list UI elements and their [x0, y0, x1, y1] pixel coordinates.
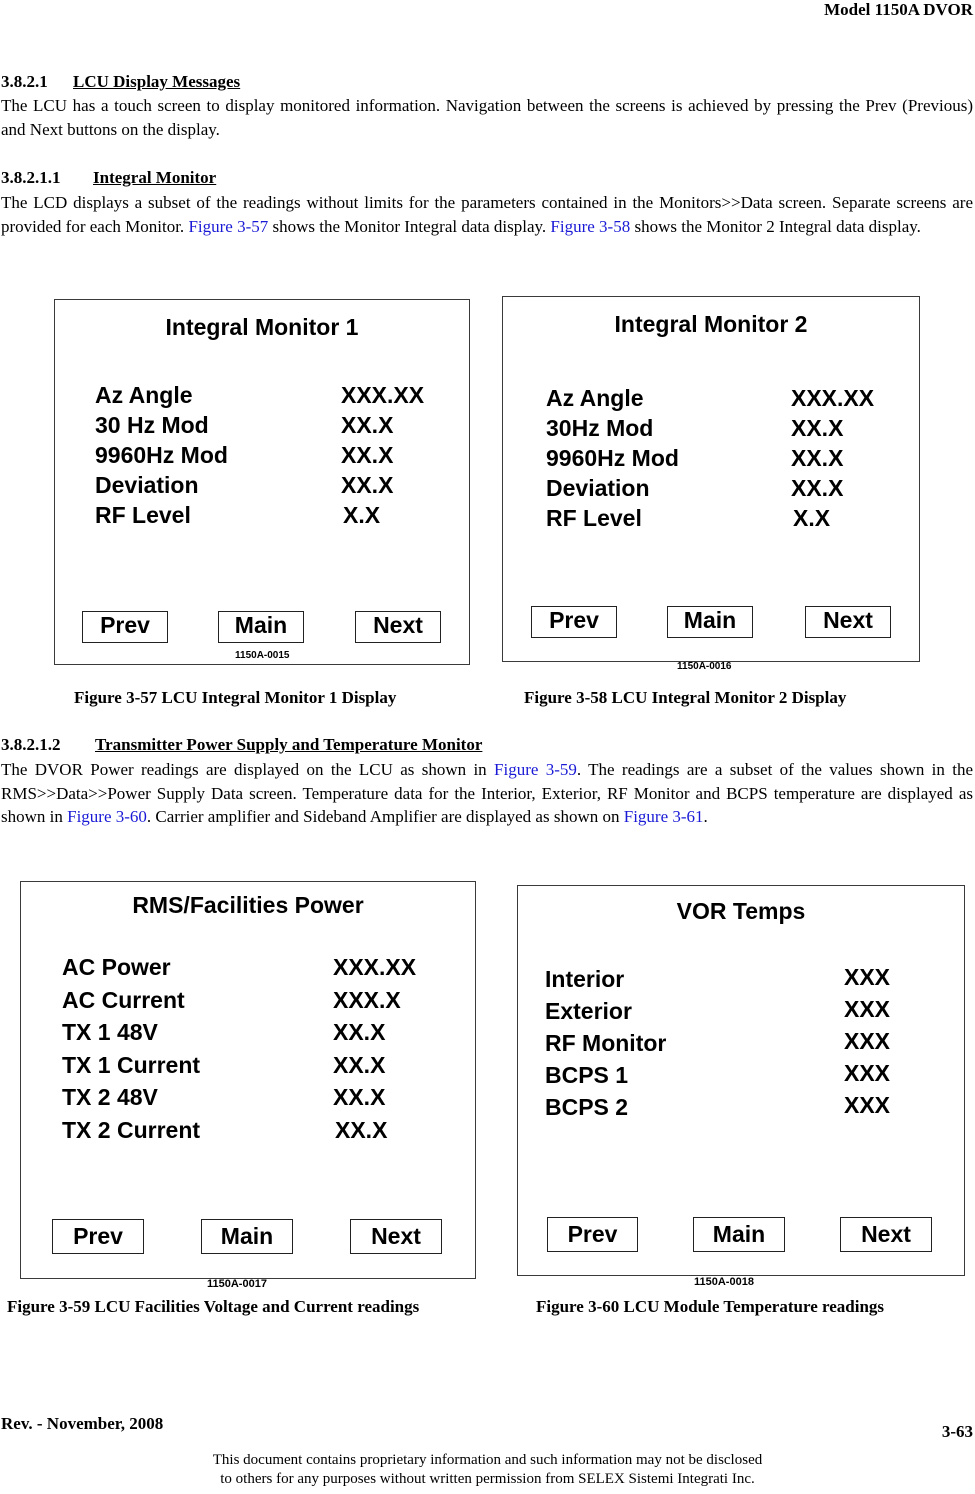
figure-link[interactable]: Figure 3-58 [550, 216, 631, 236]
section-heading-lcu-display-messages [1, 72, 240, 92]
figure-tag: 1150A-0018 [694, 1276, 754, 1288]
reading-value: XX.X [791, 475, 844, 501]
notice-line: This document contains proprietary information and such information may not be disclosed [212, 1452, 763, 1468]
figure-caption: Figure 3-58 LCU Integral Monitor 2 Display [524, 688, 847, 707]
panel-title: RMS/Facilities Power [132, 892, 364, 918]
main-button[interactable]: Main [201, 1219, 293, 1254]
reading-label: Deviation [546, 475, 650, 501]
next-button[interactable]: Next [350, 1219, 442, 1254]
reading-value: XXX.XX [791, 385, 875, 411]
reading-label: AC Power [62, 954, 171, 980]
reading-value: XXX [844, 1060, 891, 1086]
reading-label: Exterior [545, 998, 632, 1024]
reading-label: BCPS 2 [545, 1094, 629, 1120]
reading-value: XX.X [335, 1117, 388, 1143]
section-paragraph [1, 191, 973, 238]
reading-value: XXX.XX [341, 382, 425, 408]
reading-value: XXX [844, 964, 891, 990]
figure-link[interactable]: Figure 3-61 [623, 807, 704, 827]
section-title: LCU Display Messages [73, 72, 241, 91]
reading-label: 9960Hz Mod [546, 445, 679, 471]
figure-caption: Figure 3-59 LCU Facilities Voltage and Current readings [7, 1297, 420, 1316]
figure-link[interactable]: Figure 3-57 [188, 216, 269, 236]
revision-note: Rev. - November, 2008 [1, 1414, 164, 1433]
proprietary-notice [0, 1451, 975, 1489]
reading-label: BCPS 1 [545, 1062, 629, 1088]
next-button[interactable]: Next [840, 1217, 932, 1252]
prev-button[interactable]: Prev [531, 606, 617, 638]
reading-label: TX 1 48V [62, 1019, 158, 1045]
paragraph-text: shows the Monitor Integral data display. [268, 216, 551, 236]
section-paragraph: The LCU has a touch screen to display monitored information. Navigation between the screens is achieved by pressing the Prev (Previous) and Next buttons on the display. [1, 96, 973, 139]
reading-value: X.X [793, 505, 831, 531]
lcu-panel-integral-monitor-2 [502, 296, 920, 672]
panel-title: Integral Monitor 2 [614, 311, 808, 337]
prev-button[interactable]: Prev [82, 611, 168, 643]
notice-line: to others for any purposes without written permission from SELEX Sistemi Integrati Inc. [220, 1471, 755, 1487]
panel-title: Integral Monitor 1 [165, 314, 359, 340]
reading-label: AC Current [62, 987, 185, 1013]
reading-label: Az Angle [546, 385, 644, 411]
figure-tag: 1150A-0015 [235, 650, 290, 661]
next-button[interactable]: Next [805, 606, 891, 638]
prev-button[interactable]: Prev [52, 1219, 144, 1254]
reading-label: Deviation [95, 472, 199, 498]
reading-value: XX.X [333, 1019, 386, 1045]
figure-tag: 1150A-0016 [677, 661, 732, 672]
reading-value: XXX [844, 1092, 891, 1118]
lcu-panel-facilities-power [20, 881, 476, 1290]
panel-title: VOR Temps [676, 898, 806, 924]
paragraph-text: . The readings are a subset of the values shown in the RMS>>Data>>Power Supply Data screen. Temperature data for the Interior, Exterior, RF Monitor and BCPS temperature are displayed as shown in [1, 760, 973, 827]
main-button[interactable]: Main [667, 606, 753, 638]
lcu-panel-vor-temps [517, 885, 965, 1288]
reading-value: XX.X [333, 1052, 386, 1078]
reading-value: XX.X [341, 442, 394, 468]
section-title: Integral Monitor [93, 168, 217, 187]
paragraph-text: The DVOR Power readings are displayed on the LCU as shown in [1, 760, 495, 779]
reading-label: 30 Hz Mod [95, 412, 209, 438]
paragraph-text: The LCD displays a subset of the readings without limits for the parameters contained in the Monitors>>Data screen. Separate screens are provided for each Monitor. [1, 193, 973, 236]
document-header: Model 1150A DVOR [824, 0, 973, 19]
paragraph-text: . Carrier amplifier and Sideband Amplifier are displayed as shown on [146, 807, 624, 827]
section-heading-transmitter-power [1, 735, 482, 755]
reading-label: RF Level [546, 505, 642, 531]
section-number: 3.8.2.1 [1, 72, 48, 91]
reading-label: 30Hz Mod [546, 415, 654, 441]
paragraph-text: . [703, 807, 708, 827]
reading-label: Az Angle [95, 382, 193, 408]
prev-button[interactable]: Prev [547, 1217, 638, 1252]
section-heading-integral-monitor [1, 168, 216, 188]
reading-value: XXX.XX [333, 954, 417, 980]
reading-label: RF Monitor [545, 1030, 667, 1056]
reading-label: TX 1 Current [62, 1052, 201, 1078]
reading-value: XXX [844, 1028, 891, 1054]
reading-label: TX 2 Current [62, 1117, 201, 1143]
main-button[interactable]: Main [693, 1217, 785, 1252]
reading-value: XX.X [333, 1084, 386, 1110]
reading-label: Interior [545, 966, 625, 992]
main-button[interactable]: Main [218, 611, 304, 643]
paragraph-text: shows the Monitor 2 Integral data display. [630, 216, 921, 236]
figure-link[interactable]: Figure 3-59 [494, 760, 577, 779]
reading-value: XX.X [791, 445, 844, 471]
figure-caption: Figure 3-57 LCU Integral Monitor 1 Display [74, 688, 397, 707]
page-number: 3-63 [941, 1422, 973, 1441]
reading-label: 9960Hz Mod [95, 442, 228, 468]
reading-value: XXX [844, 996, 891, 1022]
figure-tag: 1150A-0017 [207, 1278, 267, 1290]
section-title: Transmitter Power Supply and Temperature Monitor [95, 735, 483, 754]
reading-value: XX.X [341, 472, 394, 498]
reading-value: X.X [343, 502, 381, 528]
figure-caption: Figure 3-60 LCU Module Temperature readings [536, 1297, 885, 1316]
section-paragraph [1, 758, 973, 829]
reading-value: XX.X [341, 412, 394, 438]
reading-value: XX.X [791, 415, 844, 441]
section-number: 3.8.2.1.1 [1, 168, 61, 187]
figure-link[interactable]: Figure 3-60 [67, 807, 147, 827]
reading-label: RF Level [95, 502, 191, 528]
lcu-panel-integral-monitor-1 [54, 299, 470, 665]
reading-value: XXX.X [333, 987, 401, 1013]
reading-label: TX 2 48V [62, 1084, 158, 1110]
section-number: 3.8.2.1.2 [1, 735, 61, 754]
next-button[interactable]: Next [355, 611, 441, 643]
